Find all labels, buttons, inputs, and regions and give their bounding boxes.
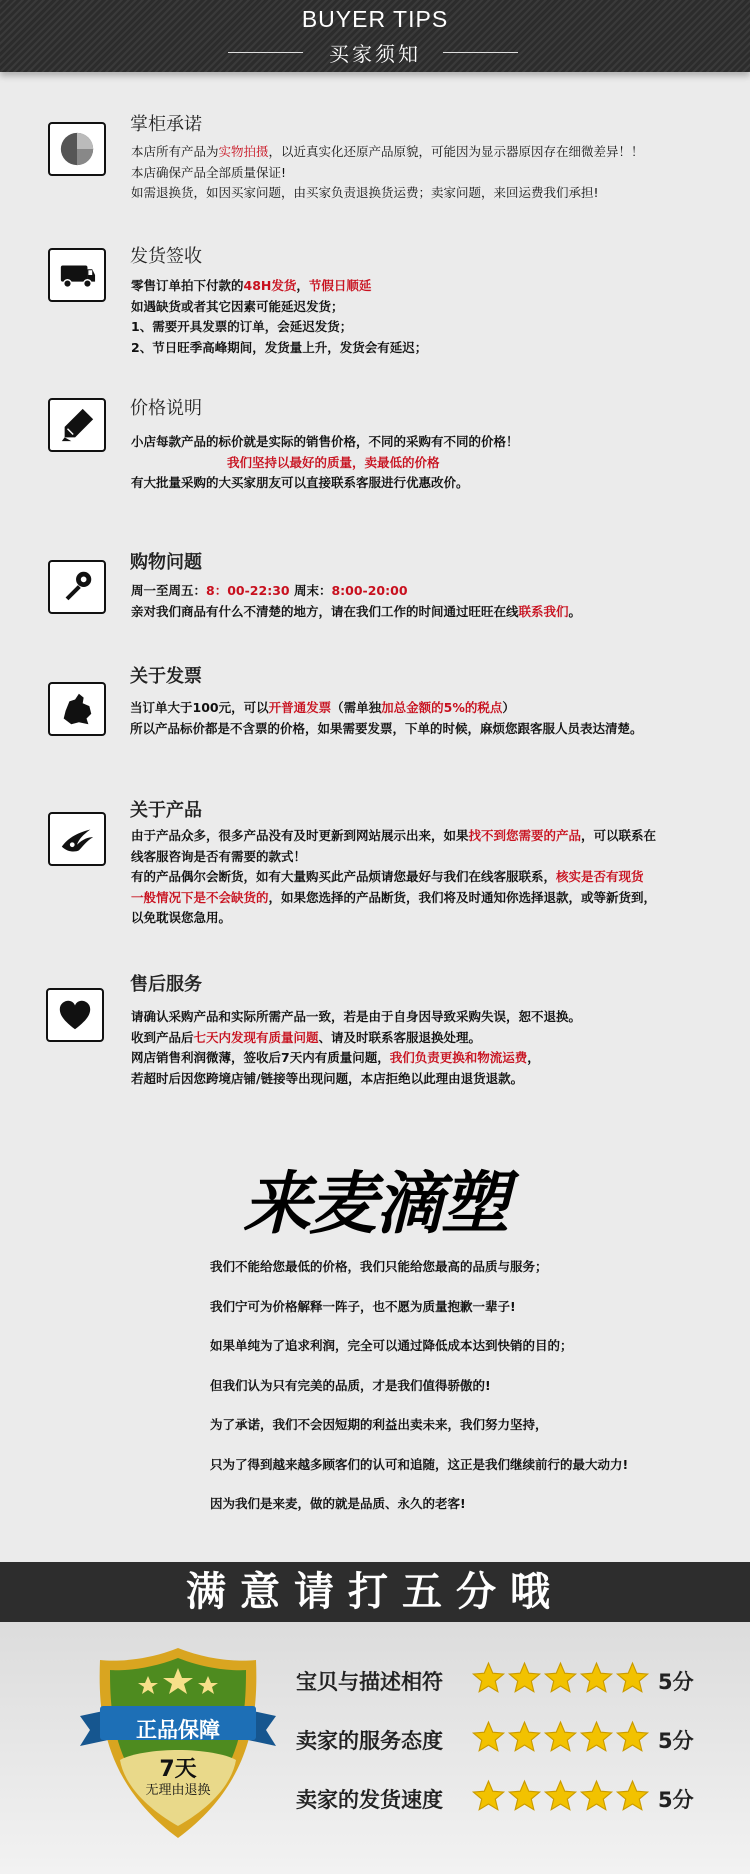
section-body: 小店每款产品的标价就是实际的销售价格，不同的采购有不同的价格！ 我们坚持以最好的质量，卖最低的价格 有大批量采购的大买家朋友可以直接联系客服进行优惠改价。 bbox=[131, 434, 519, 490]
delivery-van-icon bbox=[48, 248, 106, 302]
star-icon[interactable] bbox=[471, 1779, 506, 1813]
slogan-line: 只为了得到越来越多顾客们的认可和追随，这正是我们继续前行的最大动力! bbox=[210, 1456, 629, 1472]
rating-score: 5分 bbox=[658, 1788, 694, 1812]
header-title-en: BUYER TIPS bbox=[301, 6, 449, 32]
section-title: 价格说明 bbox=[130, 398, 202, 419]
slogan-line: 因为我们是来麦，做的就是品质、永久的老客! bbox=[210, 1496, 466, 1511]
star-icon[interactable] bbox=[615, 1779, 650, 1813]
slogan-line: 为了承诺，我们不会因短期的利益出卖未来，我们努力坚持， bbox=[210, 1417, 548, 1432]
star-icon[interactable] bbox=[543, 1720, 578, 1754]
star-icon[interactable] bbox=[507, 1661, 542, 1695]
section-body: 当订单大于100元，可以开普通发票（需单独加总金额的5%的税点） 所以产品标价都是不含票的价格，如果需要发票，下单的时候，麻烦您跟客服人员表达清楚。 bbox=[130, 700, 643, 736]
star-icon[interactable] bbox=[615, 1661, 650, 1695]
badge-title: 正品保障 bbox=[136, 1718, 220, 1742]
star-icon[interactable] bbox=[507, 1720, 542, 1754]
contact-us-link[interactable]: 联系我们 bbox=[518, 603, 569, 619]
map-region-icon bbox=[48, 682, 106, 736]
rating-row bbox=[296, 1778, 716, 1818]
star-icon[interactable] bbox=[579, 1720, 614, 1754]
star-rating[interactable] bbox=[471, 1661, 651, 1697]
star-icon[interactable] bbox=[543, 1661, 578, 1695]
key-icon bbox=[48, 560, 106, 614]
section-body: 周一至周五：8：00-22:30 周末：8:00-20:00 亲对我们商品有什么不清楚的地方，请在我们工作的时间通过旺旺在线联系我们。 bbox=[131, 583, 582, 619]
star-icon[interactable] bbox=[579, 1779, 614, 1813]
rating-label: 卖家的发货速度 bbox=[296, 1788, 443, 1812]
heart-icon bbox=[46, 988, 104, 1042]
rating-score: 5分 bbox=[658, 1729, 694, 1753]
badge-days: 7天 bbox=[159, 1757, 197, 1782]
star-rating[interactable] bbox=[471, 1779, 651, 1815]
brand-slogans bbox=[210, 1257, 710, 1534]
rating-score: 5分 bbox=[658, 1670, 694, 1694]
section-body: 由于产品众多，很多产品没有及时更新到网站展示出来，如果找不到您需要的产品，可以联系在 线客服咨询是否有需要的款式！ 有的产品偶尔会断货，如有大量购买此产品烦请您最好与我们在线客服联系，核实是否有现货 一般情况下是不会缺货的，如果您选择的产品断货，我们将及时通知你选择退款，或等新货到， 以免耽误您急用。 bbox=[131, 828, 657, 925]
section-title: 售后服务 bbox=[130, 974, 202, 995]
slogan-line: 我们不能给您最低的价格，我们只能给您最高的品质与服务； bbox=[210, 1259, 548, 1274]
rating-banner: 满意请打五分哦 bbox=[0, 1562, 750, 1622]
badge-subtitle: 无理由退换 bbox=[145, 1783, 211, 1798]
header-title-cn-wrap bbox=[0, 38, 750, 66]
header-divider-right bbox=[443, 52, 518, 53]
section-title: 发货签收 bbox=[130, 246, 202, 267]
rating-row bbox=[296, 1719, 716, 1759]
slogan-line: 如果单纯为了追求利润，完全可以通过降低成本达到快销的目的； bbox=[210, 1338, 573, 1353]
quality-guarantee-badge bbox=[78, 1642, 278, 1842]
marker-pen-icon bbox=[48, 398, 106, 452]
rating-row bbox=[296, 1660, 716, 1700]
star-icon[interactable] bbox=[579, 1661, 614, 1695]
section-title: 购物问题 bbox=[130, 552, 202, 573]
star-icon[interactable] bbox=[471, 1661, 506, 1695]
star-icon[interactable] bbox=[507, 1779, 542, 1813]
slogan-line: 但我们认为只有完美的品质，才是我们值得骄傲的! bbox=[210, 1377, 491, 1393]
star-rating[interactable] bbox=[471, 1720, 651, 1756]
star-icon[interactable] bbox=[543, 1779, 578, 1813]
star-icon[interactable] bbox=[615, 1720, 650, 1754]
section-title: 关于产品 bbox=[130, 800, 202, 821]
section-body: 请确认采购产品和实际所需产品一致，若是由于自身因导致采购失误，恕不退换。 收到产品后七天内发现有质量问题、请及时联系客服退换处理。 网店销售利润微薄，签收后7天内有质量问题，我们负责更换和物流运费， 若超时后因您跨境店铺/链接等出现问题，本店拒绝以此理由退货退款。 bbox=[131, 1009, 582, 1086]
rating-label: 宝贝与描述相符 bbox=[296, 1670, 443, 1694]
page-header bbox=[0, 0, 750, 72]
header-title-cn: 买家须知 bbox=[329, 42, 421, 66]
section-body: 本店所有产品为实物拍摄，以近真实化还原产品原貌，可能因为显示器原因存在细微差异！！ 本店确保产品全部质量保证! 如需退换货，如因买家问题，由买家负责退换货运费；卖家问题，来回运费我们承担! bbox=[131, 144, 644, 200]
slogan-line: 我们宁可为价格解释一阵子，也不愿为质量抱歉一辈子! bbox=[210, 1298, 516, 1314]
flame-logo-icon bbox=[48, 812, 106, 866]
section-title: 关于发票 bbox=[130, 666, 202, 687]
brand-name: 来麦滴塑 bbox=[242, 1165, 507, 1244]
section-title: 掌柜承诺 bbox=[130, 114, 202, 135]
pie-chart-icon bbox=[48, 122, 106, 176]
rating-label: 卖家的服务态度 bbox=[296, 1729, 443, 1753]
star-icon[interactable] bbox=[471, 1720, 506, 1754]
section-body: 零售订单拍下付款的48H发货，节假日顺延 如遇缺货或者其它因素可能延迟发货； 1、需要开具发票的订单，会延迟发货； 2、节日旺季高峰期间，发货量上升，发货会有延迟； bbox=[131, 278, 428, 355]
